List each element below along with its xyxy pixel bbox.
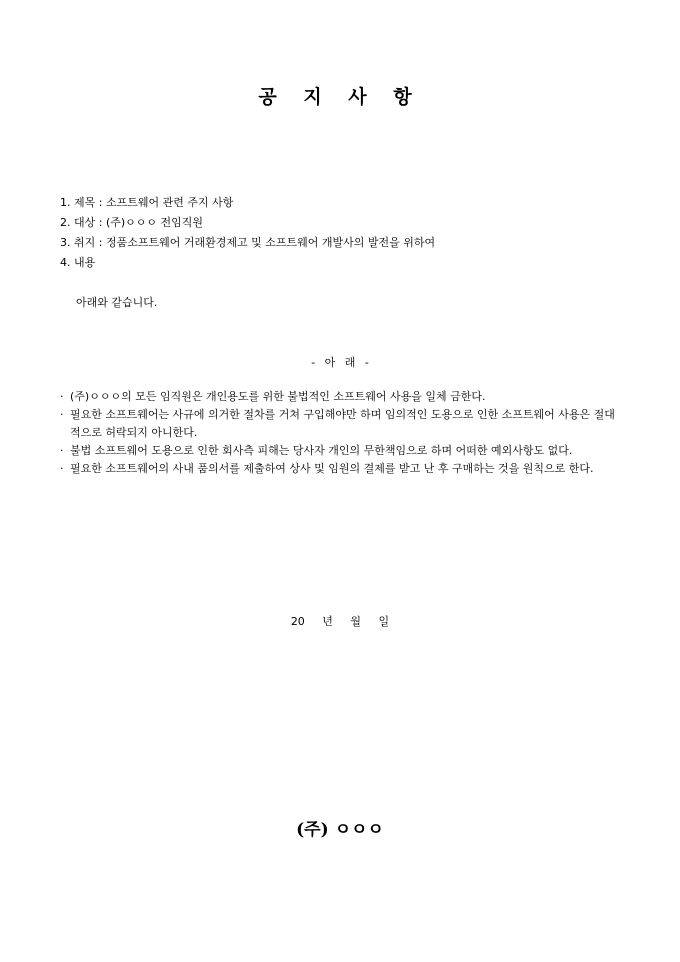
note-text: 필요한 소프트웨어의 사내 품의서를 제출하여 상사 및 임원의 결제를 받고 난 후 구매하는 것을 원칙으로 한다. bbox=[70, 462, 594, 475]
item-subject: 1. 제목 : 소프트웨어 관련 주지 사항 bbox=[60, 196, 234, 209]
bullet-symbol: · bbox=[60, 444, 64, 457]
company-name: (주) ㅇㅇㅇ bbox=[296, 820, 384, 840]
notice-items bbox=[60, 193, 640, 273]
item-target: 2. 대상 : (주)ㅇㅇㅇ 전임직원 bbox=[60, 216, 204, 229]
list-item bbox=[60, 388, 622, 406]
bullet-symbol: · bbox=[60, 408, 64, 421]
bullet-symbol: · bbox=[60, 390, 64, 403]
list-item bbox=[60, 460, 622, 478]
list-item bbox=[60, 406, 622, 442]
section-heading: - 아 래 - bbox=[311, 356, 369, 369]
note-text: 불법 소프트웨어 도용으로 인한 회사측 피해는 당사자 개인의 무한책임으로 하며 어떠한 예외사항도 없다. bbox=[70, 444, 573, 457]
date-line: 20 년 월 일 bbox=[290, 615, 390, 628]
bullet-symbol: · bbox=[60, 462, 64, 475]
notice-title: 공 지 사 항 bbox=[258, 86, 422, 108]
intro-text: 아래와 같습니다. bbox=[76, 296, 158, 309]
note-text: (주)ㅇㅇㅇ의 모든 임직원은 개인용도를 위한 불법적인 소프트웨어 사용을 일체 금한다. bbox=[70, 390, 486, 403]
notes-list bbox=[60, 388, 622, 478]
item-purpose: 3. 취지 : 정품소프트웨어 거래환경제고 및 소프트웨어 개발사의 발전을 위하여 bbox=[60, 236, 436, 249]
item-content: 4. 내용 bbox=[60, 256, 96, 269]
note-text: 필요한 소프트웨어는 사규에 의거한 절차를 거쳐 구입해야만 하며 임의적인 도용으로 인한 소프트웨어 사용은 절대적으로 허락되지 아니한다. bbox=[70, 408, 615, 439]
list-item bbox=[60, 442, 622, 460]
